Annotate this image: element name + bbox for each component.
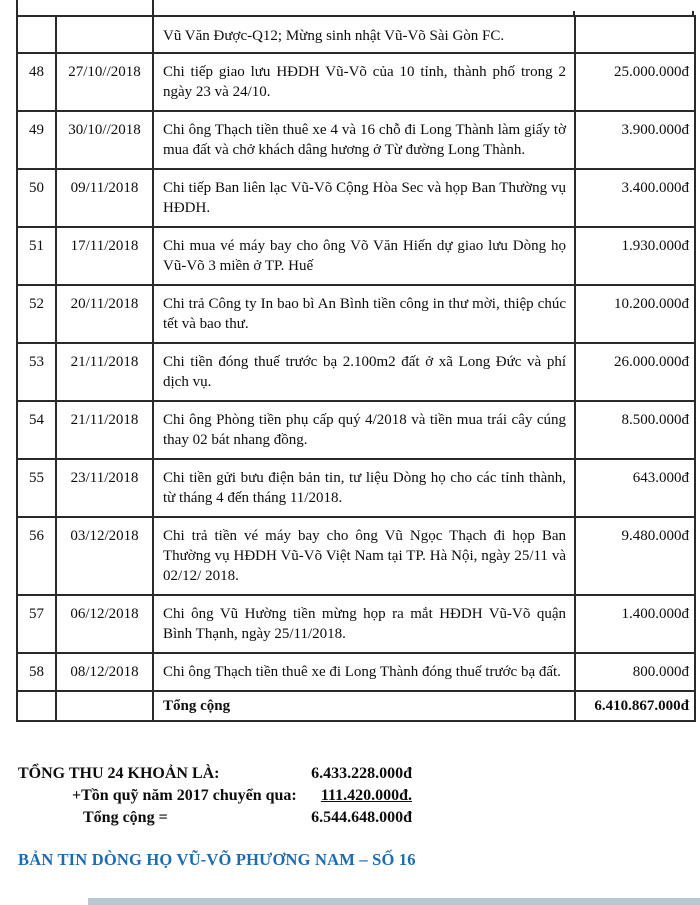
amount-cell bbox=[575, 595, 695, 653]
description-cell bbox=[153, 459, 575, 517]
row-number: 53 bbox=[29, 354, 44, 370]
row-number-cell bbox=[17, 459, 56, 517]
amount-cell bbox=[575, 53, 695, 111]
date-cell bbox=[56, 401, 153, 459]
description-cell bbox=[153, 595, 575, 653]
summary-row-carryover bbox=[18, 785, 438, 807]
description-cell bbox=[153, 53, 575, 111]
date-cell bbox=[56, 691, 153, 721]
row-number-cell bbox=[17, 111, 56, 169]
date-value: 17/11/2018 bbox=[70, 238, 139, 254]
date-cell bbox=[56, 517, 153, 595]
row-number: 56 bbox=[29, 528, 44, 544]
amount-value: 1.400.000đ bbox=[621, 606, 689, 622]
date-cell bbox=[56, 653, 153, 691]
amount-cell bbox=[575, 227, 695, 285]
table-row bbox=[17, 111, 695, 169]
row-number-cell bbox=[17, 595, 56, 653]
bulletin-title: BẢN TIN DÒNG HỌ VŨ-VÕ PHƯƠNG NAM – SỐ 16 bbox=[18, 850, 416, 869]
summary-label: Tổng cộng = bbox=[83, 809, 168, 826]
date-value: 30/10//2018 bbox=[68, 122, 141, 138]
row-number-cell bbox=[17, 53, 56, 111]
summary-value: 111.420.000đ. bbox=[320, 787, 412, 804]
table-row bbox=[17, 169, 695, 227]
description-text: Chi tiếp giao lưu HĐDH Vũ-Võ của 10 tỉnh, thành phố trong 2 ngày 23 và 24/10. bbox=[163, 64, 566, 100]
description-cell bbox=[153, 169, 575, 227]
summary-value: 6.433.228.000đ bbox=[311, 765, 412, 782]
table-border-stub bbox=[16, 0, 18, 15]
date-value: 03/12/2018 bbox=[70, 528, 139, 544]
date-cell bbox=[56, 16, 153, 53]
amount-cell bbox=[575, 16, 695, 53]
amount-cell bbox=[575, 459, 695, 517]
date-cell bbox=[56, 285, 153, 343]
amount-cell bbox=[575, 111, 695, 169]
table-row bbox=[17, 595, 695, 653]
table-row bbox=[17, 653, 695, 691]
row-number: 50 bbox=[29, 180, 44, 196]
description-text: Chi trả Công ty In bao bì An Bình tiền công in thư mời, thiệp chúc tết và bao thư. bbox=[163, 296, 566, 332]
date-value: 23/11/2018 bbox=[70, 470, 139, 486]
amount-value: 10.200.000đ bbox=[614, 296, 689, 312]
total-amount-cell: 6.410.867.000đ bbox=[575, 691, 695, 721]
amount-value: 8.500.000đ bbox=[621, 412, 689, 428]
date-cell bbox=[56, 169, 153, 227]
description-text: Chi tiếp Ban liên lạc Vũ-Võ Cộng Hòa Sec và họp Ban Thường vụ HĐDH. bbox=[163, 180, 566, 216]
date-value: 20/11/2018 bbox=[70, 296, 139, 312]
description-text: Chi ông Thạch tiền thuê xe đi Long Thành đóng thuế trước bạ đất. bbox=[163, 664, 561, 680]
description-cell bbox=[153, 343, 575, 401]
date-value: 09/11/2018 bbox=[70, 180, 139, 196]
description-text: Chi tiền đóng thuế trước bạ 2.100m2 đất ở xã Long Đức và phí dịch vụ. bbox=[163, 354, 566, 390]
summary-value: 6.544.648.000đ bbox=[311, 809, 412, 826]
description-text: Chi ông Vũ Hường tiền mừng họp ra mắt HĐDH Vũ-Võ quận Bình Thạnh, ngày 25/11/2018. bbox=[163, 606, 566, 642]
row-number: 55 bbox=[29, 470, 44, 486]
description-text: Chi ông Thạch tiền thuê xe 4 và 16 chỗ đi Long Thành làm giấy tờ mua đất và chở khách dâng hương ở Từ đường Long Thành. bbox=[163, 122, 566, 158]
table-row bbox=[17, 459, 695, 517]
bottom-page-bar bbox=[88, 898, 700, 905]
row-number: 48 bbox=[29, 64, 44, 80]
description-text: Chi ông Phòng tiền phụ cấp quý 4/2018 và tiền mua trái cây cúng thay 02 bát nhang đồng. bbox=[163, 412, 566, 448]
amount-value: 1.930.000đ bbox=[621, 238, 689, 254]
row-number-cell bbox=[17, 653, 56, 691]
row-number: 54 bbox=[29, 412, 44, 428]
table-row bbox=[17, 517, 695, 595]
table-row bbox=[17, 285, 695, 343]
date-cell bbox=[56, 111, 153, 169]
amount-value: 25.000.000đ bbox=[614, 64, 689, 80]
row-number: 51 bbox=[29, 238, 44, 254]
row-number: 52 bbox=[29, 296, 44, 312]
summary-row-grand-total bbox=[18, 807, 438, 829]
table-border-stub bbox=[152, 0, 154, 15]
summary-block bbox=[18, 763, 438, 829]
amount-cell bbox=[575, 285, 695, 343]
amount-value: 643.000đ bbox=[632, 470, 689, 486]
date-value: 21/11/2018 bbox=[70, 354, 139, 370]
table-row bbox=[17, 53, 695, 111]
row-number-cell bbox=[17, 285, 56, 343]
amount-value: 3.400.000đ bbox=[621, 180, 689, 196]
date-value: 27/10//2018 bbox=[68, 64, 141, 80]
amount-value: 26.000.000đ bbox=[614, 354, 689, 370]
description-text: Chi trả tiền vé máy bay cho ông Vũ Ngọc Thạch đi họp Ban Thường vụ HĐDH Vũ-Võ Việt Nam tại TP. Hà Nội, ngày 25/11 và 02/12/ 2018. bbox=[163, 528, 566, 584]
row-number-cell bbox=[17, 517, 56, 595]
row-number-cell bbox=[17, 16, 56, 53]
amount-cell bbox=[575, 169, 695, 227]
row-number: 58 bbox=[29, 664, 44, 680]
table-row bbox=[17, 227, 695, 285]
row-number-cell bbox=[17, 227, 56, 285]
row-number-cell bbox=[17, 343, 56, 401]
total-label-cell: Tổng cộng bbox=[153, 691, 575, 721]
date-value: 08/12/2018 bbox=[70, 664, 139, 680]
expense-table-body bbox=[17, 16, 695, 721]
table-row bbox=[17, 401, 695, 459]
amount-cell bbox=[575, 653, 695, 691]
date-cell bbox=[56, 227, 153, 285]
summary-label: +Tồn quỹ năm 2017 chuyển qua: bbox=[72, 787, 297, 804]
row-number-cell bbox=[17, 691, 56, 721]
date-value: 21/11/2018 bbox=[70, 412, 139, 428]
amount-cell bbox=[575, 517, 695, 595]
description-cell: Vũ Văn Được-Q12; Mừng sinh nhật Vũ-Võ Sài Gòn FC. bbox=[153, 16, 575, 53]
row-number: 49 bbox=[29, 122, 44, 138]
description-cell bbox=[153, 227, 575, 285]
expense-table bbox=[16, 15, 696, 722]
amount-value: 800.000đ bbox=[632, 664, 689, 680]
table-row-continuation bbox=[17, 16, 695, 53]
summary-row-total-income bbox=[18, 763, 438, 785]
description-cell bbox=[153, 285, 575, 343]
description-text: Chi tiền gửi bưu điện bản tin, tư liệu Dòng họ cho các tỉnh thành, từ tháng 4 đến tháng 11/2018. bbox=[163, 470, 566, 506]
description-cell bbox=[153, 401, 575, 459]
description-cell bbox=[153, 653, 575, 691]
summary-label: TỔNG THU 24 KHOẢN LÀ: bbox=[18, 765, 220, 782]
date-cell bbox=[56, 459, 153, 517]
table-row bbox=[17, 343, 695, 401]
date-cell bbox=[56, 595, 153, 653]
amount-cell bbox=[575, 343, 695, 401]
amount-value: 9.480.000đ bbox=[621, 528, 689, 544]
date-cell bbox=[56, 53, 153, 111]
row-number: 57 bbox=[29, 606, 44, 622]
date-value: 06/12/2018 bbox=[70, 606, 139, 622]
row-number-cell bbox=[17, 169, 56, 227]
description-cell bbox=[153, 111, 575, 169]
amount-cell bbox=[575, 401, 695, 459]
row-number-cell bbox=[17, 401, 56, 459]
total-row bbox=[17, 691, 695, 721]
date-cell bbox=[56, 343, 153, 401]
description-text: Chi mua vé máy bay cho ông Võ Văn Hiến dự giao lưu Dòng họ Vũ-Võ 3 miền ở TP. Huế bbox=[163, 238, 566, 274]
description-cell bbox=[153, 517, 575, 595]
amount-value: 3.900.000đ bbox=[621, 122, 689, 138]
